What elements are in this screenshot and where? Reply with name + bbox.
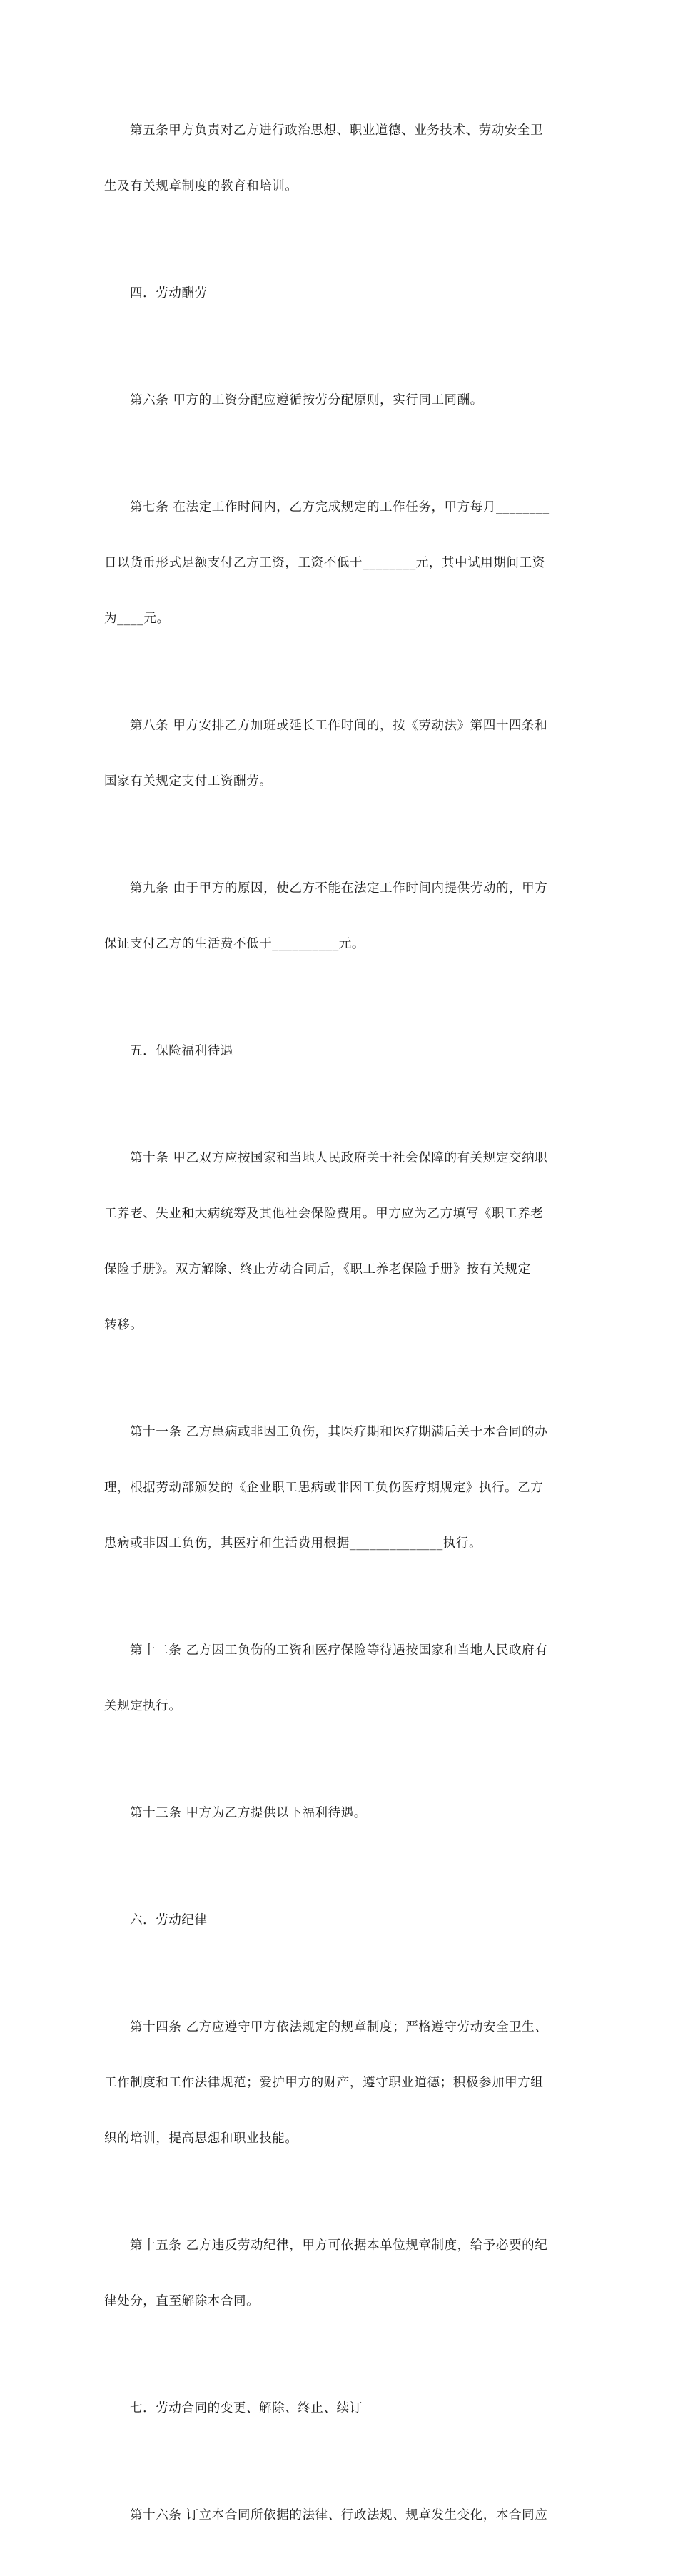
text-line: 保险手册》。双方解除、终止劳动合同后，《职工养老保险手册》按有关规定 — [104, 1262, 531, 1277]
text-line: 理，根据劳动部颁发的《企业职工患病或非因工负伤医疗期规定》执行。乙方 — [104, 1481, 544, 1495]
article-12 — [104, 1604, 572, 1753]
text-line: 第七条 在法定工作时间内，乙方完成规定的工作任务，甲方每月________ — [130, 500, 550, 514]
section-heading-5 — [104, 1005, 572, 1097]
text-line: 第十二条 乙方因工负伤的工资和医疗保险等待遇按国家和当地人民政府有 — [130, 1643, 548, 1658]
article-14 — [104, 1981, 572, 2185]
text-line: 第五条甲方负责对乙方进行政治思想、职业道德、业务技术、劳动安全卫 — [130, 123, 544, 138]
article-8 — [104, 679, 572, 828]
text-line: 第十五条 乙方违反劳动纪律，甲方可依据本单位规章制度，给予必要的纪 — [130, 2238, 548, 2253]
text-line: 关规定执行。 — [104, 1699, 182, 1713]
text-line: 律处分，直至解除本合同。 — [104, 2294, 260, 2308]
text-line: 保证支付乙方的生活费不低于__________元。 — [104, 937, 365, 951]
text-line: 第十条 甲乙双方应按国家和当地人民政府关于社会保障的有关规定交纳职 — [130, 1151, 548, 1165]
text-line: 转移。 — [104, 1318, 143, 1332]
section-heading-7 — [104, 2362, 572, 2455]
article-11 — [104, 1386, 572, 1590]
text-line: 为____元。 — [104, 612, 170, 626]
section-title: 五．保险福利待遇 — [130, 1044, 233, 1058]
text-line: 国家有关规定支付工资酬劳。 — [104, 774, 273, 788]
article-16 — [104, 2469, 572, 2562]
text-line: 第十一条 乙方患病或非因工负伤，其医疗期和医疗期满后关于本合同的办 — [130, 1425, 548, 1439]
article-13 — [104, 1767, 572, 1860]
text-line: 第八条 甲方安排乙方加班或延长工作时间的，按《劳动法》第四十四条和 — [130, 719, 548, 733]
text-line: 工作制度和工作法律规范；爱护甲方的财产，遵守职业道德；积极参加甲方组 — [104, 2076, 544, 2090]
text-line: 第六条 甲方的工资分配应遵循按劳分配原则，实行同工同酬。 — [130, 393, 483, 407]
document-body — [104, 84, 572, 2576]
article-5 — [104, 84, 572, 233]
text-line: 日以货币形式足额支付乙方工资，工资不低于________元，其中试用期间工资 — [104, 556, 545, 570]
section-heading-4 — [104, 247, 572, 340]
text-line: 生及有关规章制度的教育和培训。 — [104, 179, 298, 193]
article-6 — [104, 354, 572, 447]
article-15 — [104, 2199, 572, 2348]
article-10 — [104, 1112, 572, 1371]
text-line: 第十六条 订立本合同所依据的法律、行政法规、规章发生变化，本合同应 — [130, 2508, 548, 2522]
text-line: 织的培训，提高思想和职业技能。 — [104, 2131, 298, 2146]
article-9 — [104, 842, 572, 990]
text-line: 第十三条 甲方为乙方提供以下福利待遇。 — [130, 1806, 367, 1820]
article-7 — [104, 461, 572, 665]
section-title: 七．劳动合同的变更、解除、终止、续订 — [130, 2401, 363, 2415]
text-line: 第十四条 乙方应遵守甲方依法规定的规章制度；严格遵守劳动安全卫生、 — [130, 2020, 548, 2034]
text-line: 工养老、失业和大病统筹及其他社会保险费用。甲方应为乙方填写《职工养老 — [104, 1207, 544, 1221]
section-title: 四．劳动酬劳 — [130, 286, 208, 300]
text-line: 第九条 由于甲方的原因，使乙方不能在法定工作时间内提供劳动的，甲方 — [130, 881, 548, 896]
text-line: 患病或非因工负伤，其医疗和生活费用根据______________执行。 — [104, 1536, 482, 1551]
section-heading-6 — [104, 1874, 572, 1967]
section-title: 六．劳动纪律 — [130, 1913, 208, 1927]
